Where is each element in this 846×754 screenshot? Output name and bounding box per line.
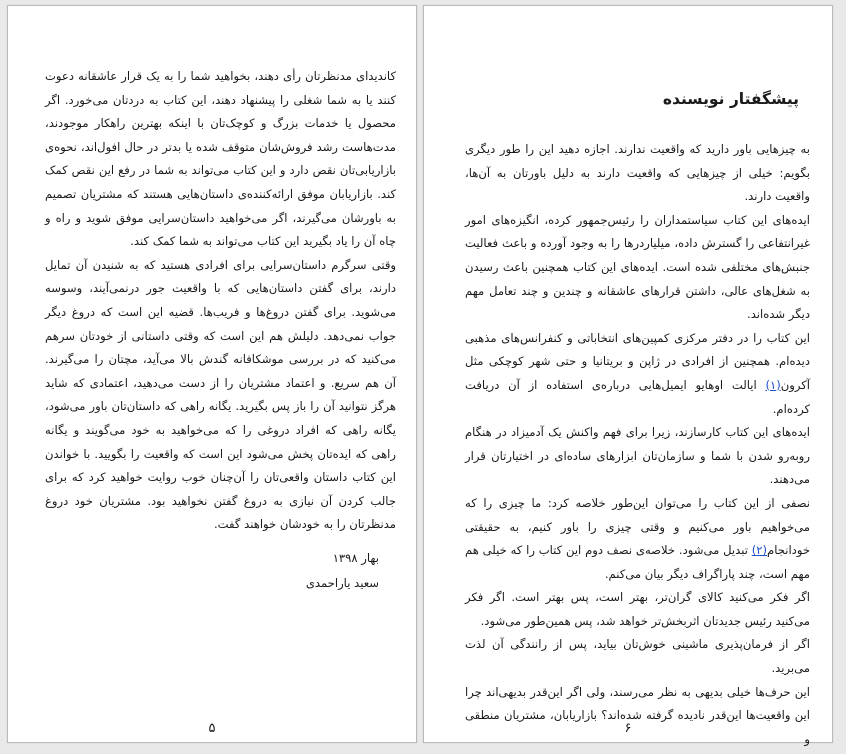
page-right	[423, 5, 833, 746]
paragraph	[465, 327, 810, 421]
paragraph-text: به چیزهایی باور دارید که واقعیت ندارند. اجازه دهید این را طور دیگری بگویم: خیلی از چیزهایی که واقعیت دارند به دلیل باورتان به آن‌ها، واقعیت دارند.	[465, 142, 810, 204]
page-left	[7, 5, 417, 743]
paragraph-text-part: ایالت اوهایو ایمیل‌هایی درباره‌ی استفاده از آن دریافت کرده‌ام.	[465, 377, 810, 416]
paragraph	[465, 681, 810, 752]
paragraph	[465, 421, 810, 492]
paragraph-text: ایده‌های این کتاب سیاستمداران را رئیس‌جمهور کرده، انگیزه‌های امور غیرانتفاعی را گسترش داده، میلیاردرها را به وجود آورده و باعث فعالیت جنبش‌های مختلفی شده است. ایده‌های این کتاب همچنین باعث رسیدن به شغل‌های عالی، داشتن قرارهای عاشقانه و چندین و چند تعامل مهم دیگر شده‌اند.	[465, 212, 810, 322]
paragraph-text	[465, 492, 810, 586]
paragraph	[465, 209, 810, 327]
paragraph	[465, 492, 810, 586]
paragraph-text: این حرف‌ها خیلی بدیهی به نظر می‌رسند، ولی اگر این‌قدر بدیهی‌اند چرا این واقعیت‌ها این‌قدر نادیده گرفته شده‌اند؟ بازاریابان، مشتریان منطقی و	[465, 684, 810, 746]
paragraph	[465, 633, 810, 680]
paragraph-text: اگر از فرمان‌پذیری ماشینی خوش‌تان بیاید، پس از رانندگی آن لذت می‌برید.	[465, 637, 810, 676]
left-page-text	[45, 65, 396, 537]
paragraph-text	[465, 327, 810, 421]
paragraph: کاندیدای مدنظرتان رأی دهند، بخواهید شما را به یک قرار عاشقانه دعوت کنند یا به شما شغلی را پیشنهاد دهند، این کتاب به دردتان می‌خورد. اگر محصول یا خدمات بزرگ و کوچک‌تان با اینکه بهترین راهکار موجودند، مدت‌هاست رشد فروش‌شان متوقف شده یا بدتر در حال افول‌اند، نحوه‌ی بازاریابی‌تان نقص دارد و این کتاب می‌تواند به شما در رفع این نقص کمک کند. بازاریابان موفق ارائه‌کننده‌ی داستان‌هایی هستند که مشتریان تصمیم به باورشان می‌گیرند، اگر می‌خواهید داستان‌سرایی موفق شوید و راه و چاه آن را یاد بگیرید این کتاب می‌تواند به شما کمک کند.	[45, 69, 396, 249]
page-number: ۶	[624, 721, 632, 736]
paragraph-text: اگر فکر می‌کنید کالای گران‌تر، بهتر است، پس بهتر است. اگر فکر می‌کنید رئیس جدیدتان اثربخش‌تر خواهد شد، پس همین‌طور می‌شود.	[465, 590, 810, 628]
paragraph-text-part: تبدیل می‌شود. خلاصه‌ی نصف دوم این کتاب را که خیلی هم مهم است، چند پاراگراف دیگر بیان می‌کنم.	[465, 543, 810, 581]
paragraph	[465, 586, 810, 633]
signature-date: بهار ۱۳۹۸	[332, 551, 379, 565]
right-page-text	[465, 138, 810, 751]
paragraph-text-part: این کتاب را در دفتر مرکزی کمپین‌های انتخاباتی و کنفرانس‌های مذهبی دیده‌ام. همچنین از افرادی در ژاپن و بریتانیا و حتی شهر کوچکی مثل آکرون	[465, 330, 810, 392]
paragraph: وقتی سرگرم داستان‌سرایی برای افرادی هستید که به شنیدن آن تمایل دارند، برای گفتن داستان‌هایی که با واقعیت جور درنمی‌آیند، وسوسه می‌شوید. برای گفتن دروغ‌ها و فریب‌ها. قضیه این است که دروغ دیگر جواب نمی‌دهد. دلیلش هم این است که وقتی داستانی از خودتان سرهم می‌کنید که در بررسی موشکافانه گندش بالا می‌آید، مچتان را می‌گیرند. آن هم سریع. و اعتماد مشتریان را از دست می‌دهید، اعتمادی که شاید هرگز نتوانید آن را باز پس بگیرید. یگانه راهی که داستان‌تان باور می‌شود، یگانه راهی که افراد دروغی را که می‌خواهید به خود می‌گویند و یگانه راهی که ایده‌تان پخش می‌شود این است که واقعیت را بگویید. با خواندن این کتاب داستان واقعی‌تان را آن‌چنان خوب روایت خواهید کرد که برای جالب کردن آن نیازی به دروغ گفتن نخواهید بود. مشتریان خود دروغ مدنظرتان را به خودشان خواهند گفت.	[45, 257, 396, 532]
footnote-link-2[interactable]: (۲)	[751, 543, 768, 558]
page-number: ۵	[208, 721, 216, 736]
paragraph-text-part: نصفی از این کتاب را می‌توان این‌طور خلاصه کرد: ما چیزی را که می‌خواهیم باور می‌کنیم و وقتی چیزی را باور کنیم، به حقیقتی خودانجام	[465, 495, 810, 558]
paragraph-text: ایده‌های این کتاب کارسازند، زیرا برای فهم واکنش یک آدمیزاد در هنگام روبه‌رو شدن با شما و سازمان‌تان ابزارهای ساده‌ای در اختیارتان قرار می‌دهند.	[465, 425, 810, 487]
chapter-heading: پیشگفتار نویسنده	[662, 90, 799, 108]
signature-name: سعید یاراحمدی	[305, 576, 379, 590]
footnote-link-1[interactable]: (۱)	[765, 377, 781, 392]
paragraph	[465, 138, 810, 209]
